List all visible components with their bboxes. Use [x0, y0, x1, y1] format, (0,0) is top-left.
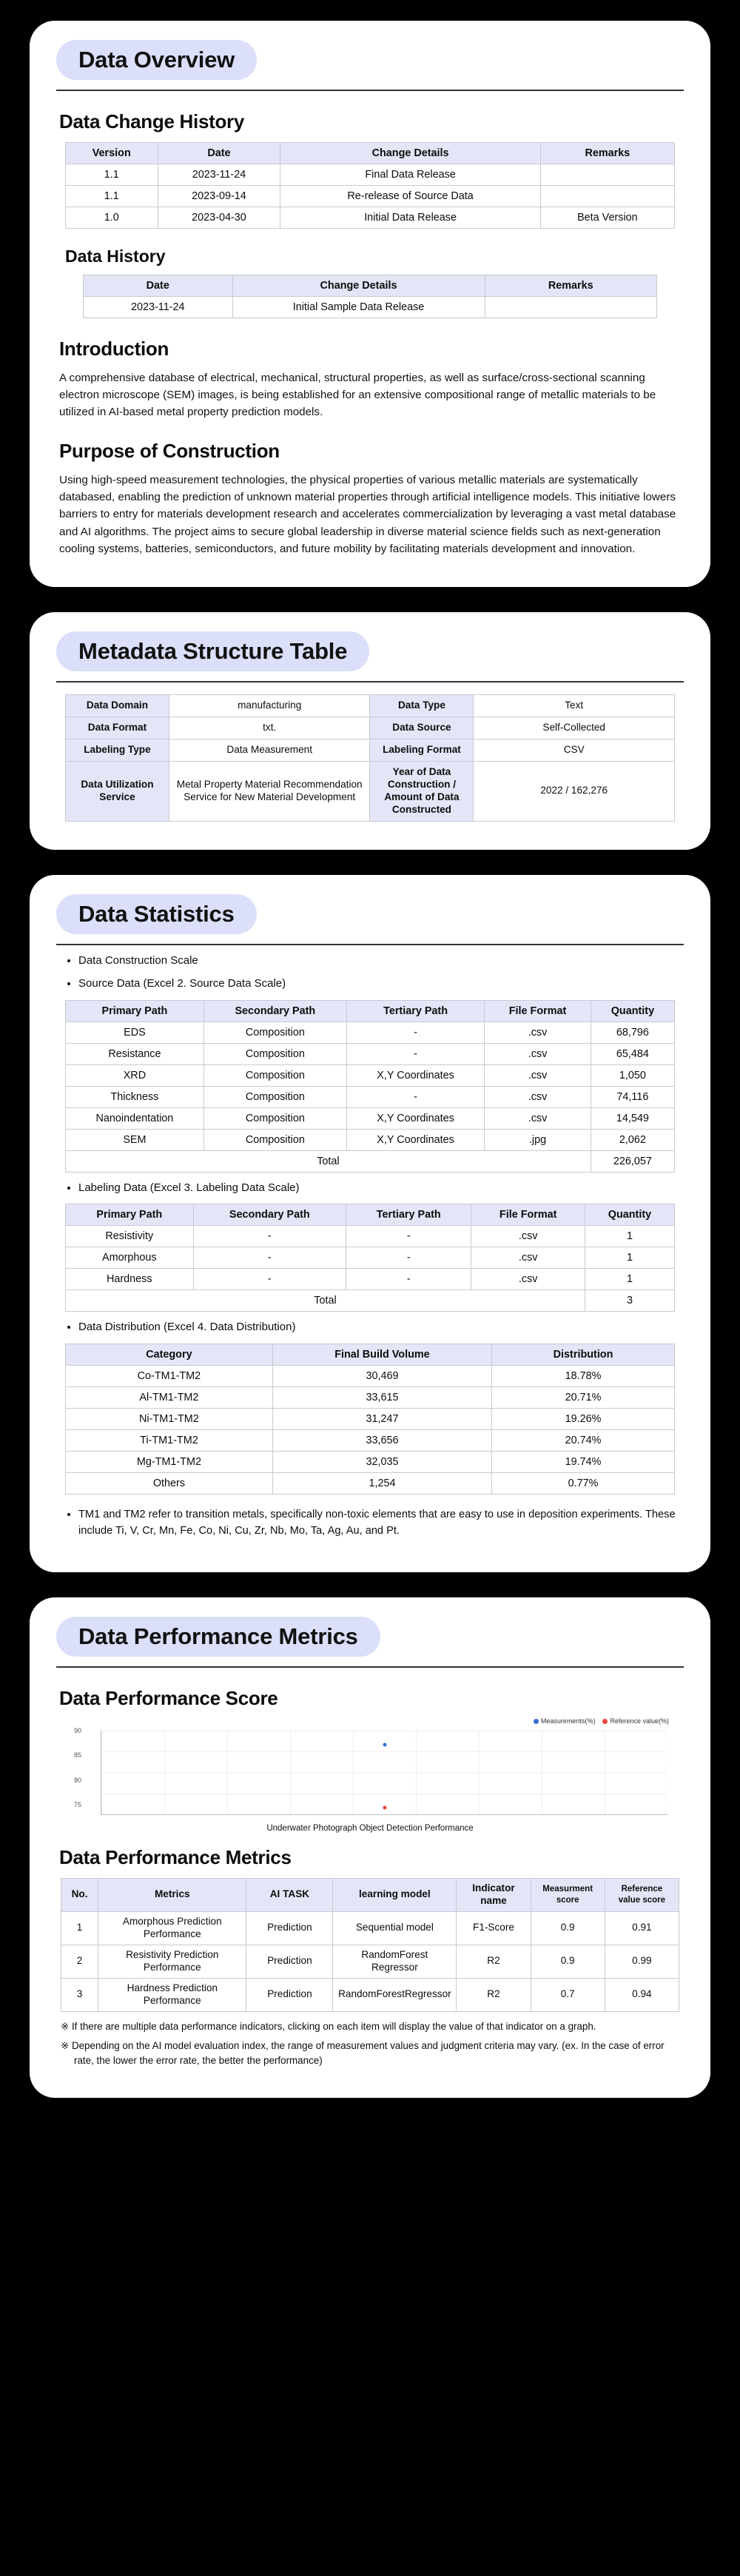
- cell-remarks: [540, 186, 674, 207]
- cell-primary: XRD: [66, 1064, 204, 1086]
- table-row: [66, 761, 675, 821]
- data-performance-card: [30, 1597, 710, 2098]
- cell-format: .jpg: [485, 1129, 591, 1150]
- cell-volume: 1,254: [272, 1472, 491, 1494]
- cell-distribution: 19.26%: [492, 1408, 675, 1429]
- cell-date: 2023-11-24: [158, 164, 280, 186]
- data-point-reference[interactable]: [383, 1805, 386, 1809]
- table-row: [66, 1451, 675, 1472]
- table-row: [66, 1365, 675, 1386]
- cell-value-data-type: Text: [474, 694, 675, 717]
- col-secondary-path: Secondary Path: [193, 1204, 346, 1226]
- col-change-details: Change Details: [280, 143, 540, 164]
- metadata-structure-table: [65, 694, 675, 822]
- col-measurment-score: Measurment score: [531, 1878, 605, 1911]
- cell-quantity: 74,116: [591, 1086, 674, 1107]
- cell-label-data-domain: Data Domain: [66, 694, 169, 717]
- col-metrics: Metrics: [98, 1878, 246, 1911]
- labeling-table-wrap: [56, 1204, 684, 1312]
- cell-primary: Amorphous: [66, 1247, 194, 1269]
- table-row: [66, 1086, 675, 1107]
- bullet-labeling-data: • Labeling Data (Excel 3. Labeling Data Scale): [78, 1180, 684, 1197]
- cell-details: Re-release of Source Data: [280, 186, 540, 207]
- col-file-format: File Format: [485, 1000, 591, 1022]
- table-row: [66, 694, 675, 717]
- cell-value-year-amount: 2022 / 162,276: [474, 761, 675, 821]
- col-date: Date: [158, 143, 280, 164]
- cell-total-value: 3: [585, 1290, 674, 1312]
- col-tertiary-path: Tertiary Path: [346, 1204, 471, 1226]
- cell-learning-model: RandomForest Regressor: [333, 1945, 457, 1978]
- title-divider: [56, 90, 684, 91]
- introduction-text: A comprehensive database of electrical, mechanical, structural properties, as well as surface/cross-sectional scanning electron microscope (SEM) images, is being established for an extensive compositional range of metallic materials to be utilized in AI-based metal property prediction models.: [59, 372, 656, 419]
- cell-category: Ti-TM1-TM2: [66, 1429, 273, 1451]
- cell-label-labeling-type: Labeling Type: [66, 739, 169, 761]
- table-header-row: [66, 1204, 675, 1226]
- cell-measurment-score: 0.7: [531, 1978, 605, 2011]
- cell-ai-task: Prediction: [246, 1911, 333, 1945]
- cell-remarks: Beta Version: [540, 207, 674, 229]
- cell-metrics[interactable]: Hardness Prediction Performance: [98, 1978, 246, 2011]
- cell-volume: 30,469: [272, 1365, 491, 1386]
- y-tick-2: 80: [74, 1776, 82, 1784]
- cell-indicator: F1-Score: [457, 1911, 531, 1945]
- cell-value-labeling-format: CSV: [474, 739, 675, 761]
- cell-format: .csv: [471, 1269, 585, 1290]
- col-file-format: File Format: [471, 1204, 585, 1226]
- cell-version: 1.0: [66, 207, 158, 229]
- cell-primary: Resistivity: [66, 1226, 194, 1247]
- cell-secondary: Composition: [204, 1064, 346, 1086]
- cell-total-label: Total: [66, 1290, 585, 1312]
- cell-tertiary: -: [346, 1226, 471, 1247]
- cell-tertiary: -: [346, 1086, 484, 1107]
- metrics-table-wrap: [56, 1878, 684, 2012]
- cell-distribution: 20.74%: [492, 1429, 675, 1451]
- cell-tertiary: -: [346, 1247, 471, 1269]
- col-version: Version: [66, 143, 158, 164]
- col-remarks: Remarks: [540, 143, 674, 164]
- statistics-bullet-list-top: [56, 953, 684, 993]
- cell-format: .csv: [485, 1107, 591, 1129]
- col-secondary-path: Secondary Path: [204, 1000, 346, 1022]
- cell-secondary: Composition: [204, 1086, 346, 1107]
- bullet-data-distribution: • Data Distribution (Excel 4. Data Distribution): [78, 1319, 684, 1336]
- bullet-data-construction-scale: • Data Construction Scale: [78, 953, 684, 970]
- cell-quantity: 1: [585, 1226, 674, 1247]
- change-history-table-wrap: [56, 142, 684, 229]
- cell-label-data-format: Data Format: [66, 717, 169, 739]
- cell-quantity: 1: [585, 1247, 674, 1269]
- table-row: [66, 1386, 675, 1408]
- table-row: [66, 207, 675, 229]
- cell-category: Others: [66, 1472, 273, 1494]
- y-tick-3: 75: [74, 1800, 82, 1808]
- cell-details: Initial Sample Data Release: [232, 297, 485, 318]
- metadata-table-wrap: [56, 682, 684, 822]
- table-header-row: [66, 143, 675, 164]
- y-tick-0: 90: [74, 1726, 82, 1734]
- cell-format: .csv: [485, 1064, 591, 1086]
- legend-item-measurements: [534, 1717, 596, 1725]
- cell-no: 2: [61, 1945, 98, 1978]
- chart-legend: [534, 1717, 669, 1725]
- cell-ai-task: Prediction: [246, 1978, 333, 2011]
- metadata-structure-card: [30, 612, 710, 850]
- cell-learning-model: RandomForestRegressor: [333, 1978, 457, 2011]
- cell-secondary: Composition: [204, 1022, 346, 1043]
- cell-reference-score: 0.94: [605, 1978, 679, 2011]
- table-row: [66, 1129, 675, 1150]
- cell-quantity: 14,549: [591, 1107, 674, 1129]
- table-row: [66, 1269, 675, 1290]
- cell-distribution: 19.74%: [492, 1451, 675, 1472]
- cell-secondary: Composition: [204, 1043, 346, 1064]
- data-point-measurements[interactable]: [383, 1743, 386, 1747]
- cell-version: 1.1: [66, 186, 158, 207]
- cell-reference-score: 0.99: [605, 1945, 679, 1978]
- title-divider: [56, 1666, 684, 1668]
- table-row: [66, 1472, 675, 1494]
- table-row: [66, 164, 675, 186]
- cell-indicator: R2: [457, 1978, 531, 2011]
- table-header-row: [66, 1000, 675, 1022]
- col-indicator-name: Indicator name: [457, 1878, 531, 1911]
- history-table-wrap: [56, 275, 684, 318]
- cell-no: 1: [61, 1911, 98, 1945]
- table-row: [66, 1226, 675, 1247]
- table-row: [66, 1429, 675, 1451]
- table-total-row: [66, 1150, 675, 1172]
- legend-label-measurements: Measurements(%): [540, 1717, 596, 1725]
- table-row: [61, 1945, 679, 1978]
- cell-metrics[interactable]: Resistivity Prediction Performance: [98, 1945, 246, 1978]
- bullet-transition-metal-note: • TM1 and TM2 refer to transition metals, specifically non-toxic elements that are easy to use in deposition experiments. These include Ti, V, Cr, Mn, Fe, Co, Ni, Cu, Zr, Nb, Mo, Ta, Ag, Au, and Pt.: [78, 1506, 684, 1540]
- table-row: [84, 297, 657, 318]
- cell-date: 2023-04-30: [158, 207, 280, 229]
- statistics-bullet-list-labeling: [56, 1180, 684, 1197]
- performance-metrics-table: [61, 1878, 679, 2012]
- cell-date: 2023-11-24: [84, 297, 233, 318]
- cell-quantity: 68,796: [591, 1022, 674, 1043]
- cell-tertiary: X,Y Coordinates: [346, 1107, 484, 1129]
- legend-swatch-reference: [602, 1719, 608, 1724]
- cell-primary: SEM: [66, 1129, 204, 1150]
- cell-value-labeling-type: Data Measurement: [169, 739, 370, 761]
- cell-details: Initial Data Release: [280, 207, 540, 229]
- cell-quantity: 1,050: [591, 1064, 674, 1086]
- bullet-source-data: • Source Data (Excel 2. Source Data Scale): [78, 976, 684, 993]
- table-row: [61, 1978, 679, 2011]
- cell-version: 1.1: [66, 164, 158, 186]
- cell-reference-score: 0.91: [605, 1911, 679, 1945]
- cell-secondary: -: [193, 1226, 346, 1247]
- cell-details: Final Data Release: [280, 164, 540, 186]
- col-primary-path: Primary Path: [66, 1204, 194, 1226]
- cell-distribution: 20.71%: [492, 1386, 675, 1408]
- cell-measurment-score: 0.9: [531, 1945, 605, 1978]
- footnote-1: ※ If there are multiple data performance indicators, clicking on each item will display the value of that indicator on a graph.: [61, 2020, 596, 2032]
- cell-label-data-source: Data Source: [370, 717, 474, 739]
- col-distribution: Distribution: [492, 1344, 675, 1365]
- cell-tertiary: X,Y Coordinates: [346, 1064, 484, 1086]
- cell-format: .csv: [471, 1226, 585, 1247]
- section-title-data-statistics: Data Statistics: [56, 894, 257, 934]
- cell-primary: Hardness: [66, 1269, 194, 1290]
- col-no: No.: [61, 1878, 98, 1911]
- cell-tertiary: -: [346, 1269, 471, 1290]
- table-row: [66, 739, 675, 761]
- table-header-row: [66, 1344, 675, 1365]
- heading-data-performance-metrics: Data Performance Metrics: [59, 1845, 292, 1868]
- cell-value-data-utilization-service: Metal Property Material Recommendation Service for New Material Development: [169, 761, 370, 821]
- labeling-data-table: [65, 1204, 675, 1312]
- cell-label-data-type: Data Type: [370, 694, 474, 717]
- cell-ai-task: Prediction: [246, 1945, 333, 1978]
- table-row: [66, 1408, 675, 1429]
- cell-total-label: Total: [66, 1150, 591, 1172]
- legend-swatch-measurements: [534, 1719, 539, 1724]
- cell-format: .csv: [485, 1022, 591, 1043]
- cell-format: .csv: [471, 1247, 585, 1269]
- table-row: [66, 717, 675, 739]
- cell-secondary: Composition: [204, 1107, 346, 1129]
- cell-category: Co-TM1-TM2: [66, 1365, 273, 1386]
- cell-total-value: 226,057: [591, 1150, 674, 1172]
- cell-volume: 33,656: [272, 1429, 491, 1451]
- cell-distribution: 0.77%: [492, 1472, 675, 1494]
- distribution-table-wrap: [56, 1344, 684, 1495]
- cell-tertiary: -: [346, 1043, 484, 1064]
- table-row: [61, 1911, 679, 1945]
- table-header-row: [84, 275, 657, 297]
- table-row: [66, 1022, 675, 1043]
- col-quantity: Quantity: [591, 1000, 674, 1022]
- cell-secondary: Composition: [204, 1129, 346, 1150]
- statistics-bullet-list-distribution: [56, 1319, 684, 1336]
- cell-date: 2023-09-14: [158, 186, 280, 207]
- cell-volume: 33,615: [272, 1386, 491, 1408]
- cell-primary: Thickness: [66, 1086, 204, 1107]
- legend-label-reference: Reference value(%): [610, 1717, 669, 1725]
- table-total-row: [66, 1290, 675, 1312]
- performance-score-chart: [67, 1717, 673, 1833]
- data-overview-card: [30, 21, 710, 587]
- col-quantity: Quantity: [585, 1204, 674, 1226]
- cell-secondary: -: [193, 1247, 346, 1269]
- table-row: [66, 1107, 675, 1129]
- heading-data-change-history: Data Change History: [59, 110, 245, 133]
- data-history-table: [83, 275, 657, 318]
- cell-measurment-score: 0.9: [531, 1911, 605, 1945]
- col-change-details: Change Details: [232, 275, 485, 297]
- table-row: [66, 1043, 675, 1064]
- table-row: [66, 1064, 675, 1086]
- cell-label-year-amount: Year of Data Construction / Amount of Data Constructed: [370, 761, 474, 821]
- cell-volume: 32,035: [272, 1451, 491, 1472]
- cell-label-data-utilization-service: Data Utilization Service: [66, 761, 169, 821]
- cell-no: 3: [61, 1978, 98, 2011]
- cell-indicator: R2: [457, 1945, 531, 1978]
- section-title-data-overview: Data Overview: [56, 40, 257, 80]
- cell-format: .csv: [485, 1043, 591, 1064]
- cell-value-data-source: Self-Collected: [474, 717, 675, 739]
- cell-value-data-format: txt.: [169, 717, 370, 739]
- legend-item-reference: [602, 1717, 669, 1725]
- cell-value-data-domain: manufacturing: [169, 694, 370, 717]
- col-primary-path: Primary Path: [66, 1000, 204, 1022]
- footnote-2: ※ Depending on the AI model evaluation index, the range of measurement values and judgment criteria may vary. (ex. In the case of error rate, the lower the error rate, the better the performance): [61, 2039, 665, 2066]
- data-change-history-table: [65, 142, 675, 229]
- cell-primary: Nanoindentation: [66, 1107, 204, 1129]
- col-date: Date: [84, 275, 233, 297]
- performance-footnotes: [61, 2019, 679, 2068]
- cell-label-labeling-format: Labeling Format: [370, 739, 474, 761]
- cell-tertiary: X,Y Coordinates: [346, 1129, 484, 1150]
- source-table-wrap: [56, 1000, 684, 1173]
- col-reference-value-score: Reference value score: [605, 1878, 679, 1911]
- table-header-row: [61, 1878, 679, 1911]
- cell-remarks: [485, 297, 657, 318]
- heading-introduction: Introduction: [59, 338, 169, 360]
- statistics-bullet-list-note: [56, 1506, 684, 1540]
- data-distribution-table: [65, 1344, 675, 1495]
- col-learning-model: learning model: [333, 1878, 457, 1911]
- cell-category: Al-TM1-TM2: [66, 1386, 273, 1408]
- col-ai-task: AI TASK: [246, 1878, 333, 1911]
- table-row: [66, 1247, 675, 1269]
- heading-data-performance-score: Data Performance Score: [59, 1686, 278, 1709]
- cell-quantity: 65,484: [591, 1043, 674, 1064]
- cell-remarks: [540, 164, 674, 186]
- data-statistics-card: [30, 875, 710, 1572]
- col-category: Category: [66, 1344, 273, 1365]
- cell-quantity: 2,062: [591, 1129, 674, 1150]
- chart-x-axis-label: Underwater Photograph Object Detection Performance: [266, 1823, 474, 1833]
- purpose-text: Using high-speed measurement technologies, the physical properties of various metallic materials are systematically databased, enabling the prediction of unknown material properties through artificial intelligence models. This initiative lowers barriers to entry for materials development research and accelerates commercialization by leveraging a vast metal database and AI algorithms. The project aims to secure global leadership in diverse material science fields such as next-generation cooling systems, batteries, semiconductors, and future mobility by facilitating materials development and innovation.: [59, 474, 676, 555]
- cell-secondary: -: [193, 1269, 346, 1290]
- source-data-table: [65, 1000, 675, 1173]
- cell-metrics[interactable]: Amorphous Prediction Performance: [98, 1911, 246, 1945]
- cell-category: Mg-TM1-TM2: [66, 1451, 273, 1472]
- section-title-data-performance-metrics: Data Performance Metrics: [56, 1617, 380, 1657]
- cell-primary: EDS: [66, 1022, 204, 1043]
- heading-purpose-of-construction: Purpose of Construction: [59, 440, 280, 463]
- y-tick-1: 85: [74, 1751, 82, 1760]
- cell-learning-model: Sequential model: [333, 1911, 457, 1945]
- chart-plot-area: [101, 1731, 667, 1815]
- cell-format: .csv: [485, 1086, 591, 1107]
- title-divider: [56, 944, 684, 945]
- table-row: [66, 186, 675, 207]
- cell-tertiary: -: [346, 1022, 484, 1043]
- cell-category: Ni-TM1-TM2: [66, 1408, 273, 1429]
- heading-data-history: Data History: [65, 246, 166, 266]
- section-title-metadata-structure: Metadata Structure Table: [56, 631, 369, 671]
- cell-primary: Resistance: [66, 1043, 204, 1064]
- cell-quantity: 1: [585, 1269, 674, 1290]
- cell-volume: 31,247: [272, 1408, 491, 1429]
- col-tertiary-path: Tertiary Path: [346, 1000, 484, 1022]
- cell-distribution: 18.78%: [492, 1365, 675, 1386]
- col-final-build-volume: Final Build Volume: [272, 1344, 491, 1365]
- col-remarks: Remarks: [485, 275, 657, 297]
